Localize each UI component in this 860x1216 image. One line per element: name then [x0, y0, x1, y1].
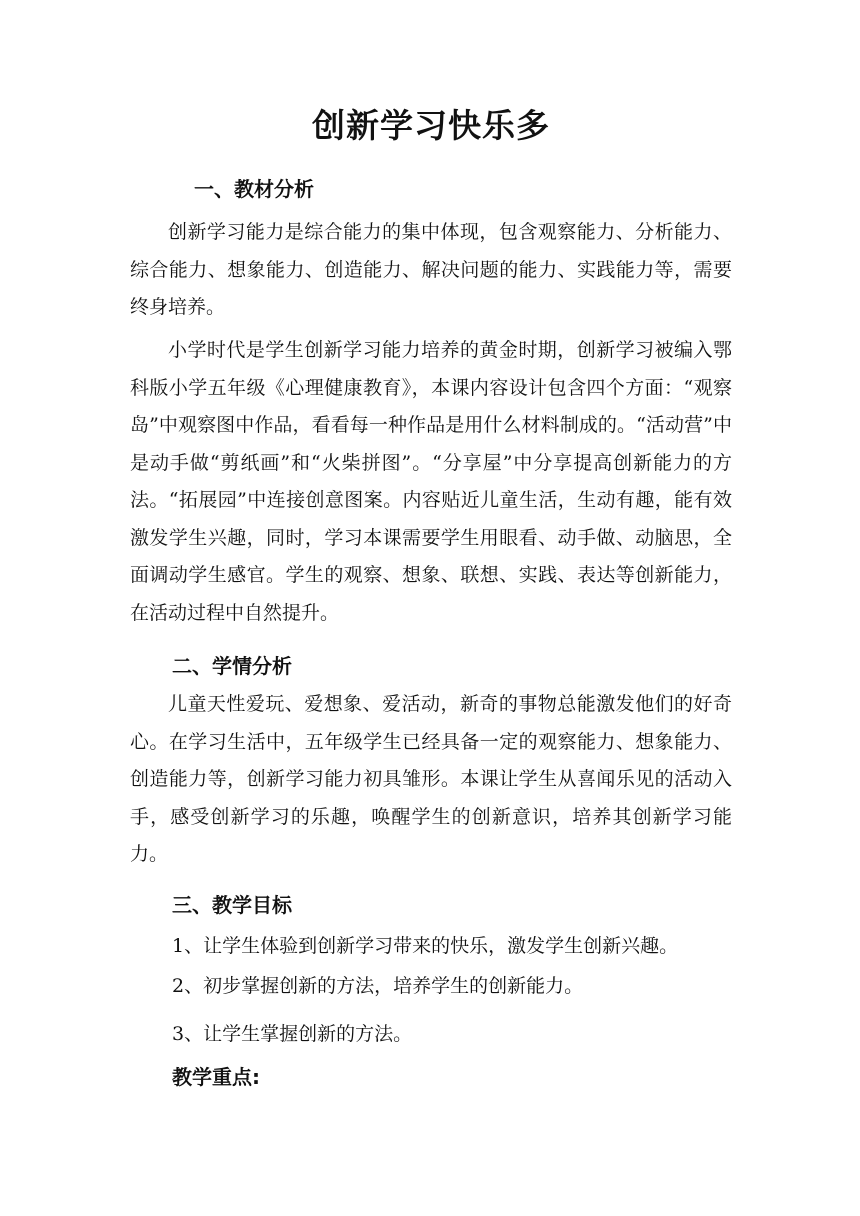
- paragraph-learner-analysis: 儿童天性爱玩、爱想象、爱活动，新奇的事物总能激发他们的好奇心。在学习生活中，五年级学生已经具备一定的观察能力、想象能力、创造能力等，创新学习能力初具雏形。本课让学生从喜闻乐见的活动入手，感受创新学习的乐趣，唤醒学生的创新意识，培养其创新学习能力。: [130, 693, 732, 865]
- paragraph-textbook-analysis-2: 小学时代是学生创新学习能力培养的黄金时期，创新学习被编入鄂科版小学五年级《心理健康教育》，本课内容设计包含四个方面：“观察岛”中观察图中作品，看看每一种作品是用什么材料制成的。“活动营”中是动手做“剪纸画”和“火柴拼图”。“分享屋”中分享提高创新能力的方法。“拓展园”中连接创意图案。内容贴近儿童生活，生动有趣，能有效激发学生兴趣，同时，学习本课需要学生用眼看、动手做、动脑思，全面调动学生感官。学生的观察、想象、联想、实践、表达等创新能力，在活动过程中自然提升。: [130, 339, 732, 624]
- paragraph-textbook-analysis-1: 创新学习能力是综合能力的集中体现，包含观察能力、分析能力、综合能力、想象能力、创造能力、解决问题的能力、实践能力等，需要终身培养。: [130, 221, 732, 318]
- document-title: 创新学习快乐多: [312, 106, 550, 145]
- section-heading-learner-analysis: 二、学情分析: [172, 654, 292, 678]
- objective-item-1: 1、让学生体验到创新学习带来的快乐，激发学生创新兴趣。: [172, 935, 679, 957]
- objective-item-2: 2、初步掌握创新的方法，培养学生的创新能力。: [172, 975, 584, 997]
- objective-item-3: 3、让学生掌握创新的方法。: [172, 1023, 413, 1045]
- key-points-label: 教学重点:: [172, 1065, 260, 1089]
- section-heading-textbook-analysis: 一、教材分析: [194, 177, 314, 201]
- document-page: [130, 0, 732, 1216]
- section-heading-teaching-objectives: 三、教学目标: [172, 893, 292, 917]
